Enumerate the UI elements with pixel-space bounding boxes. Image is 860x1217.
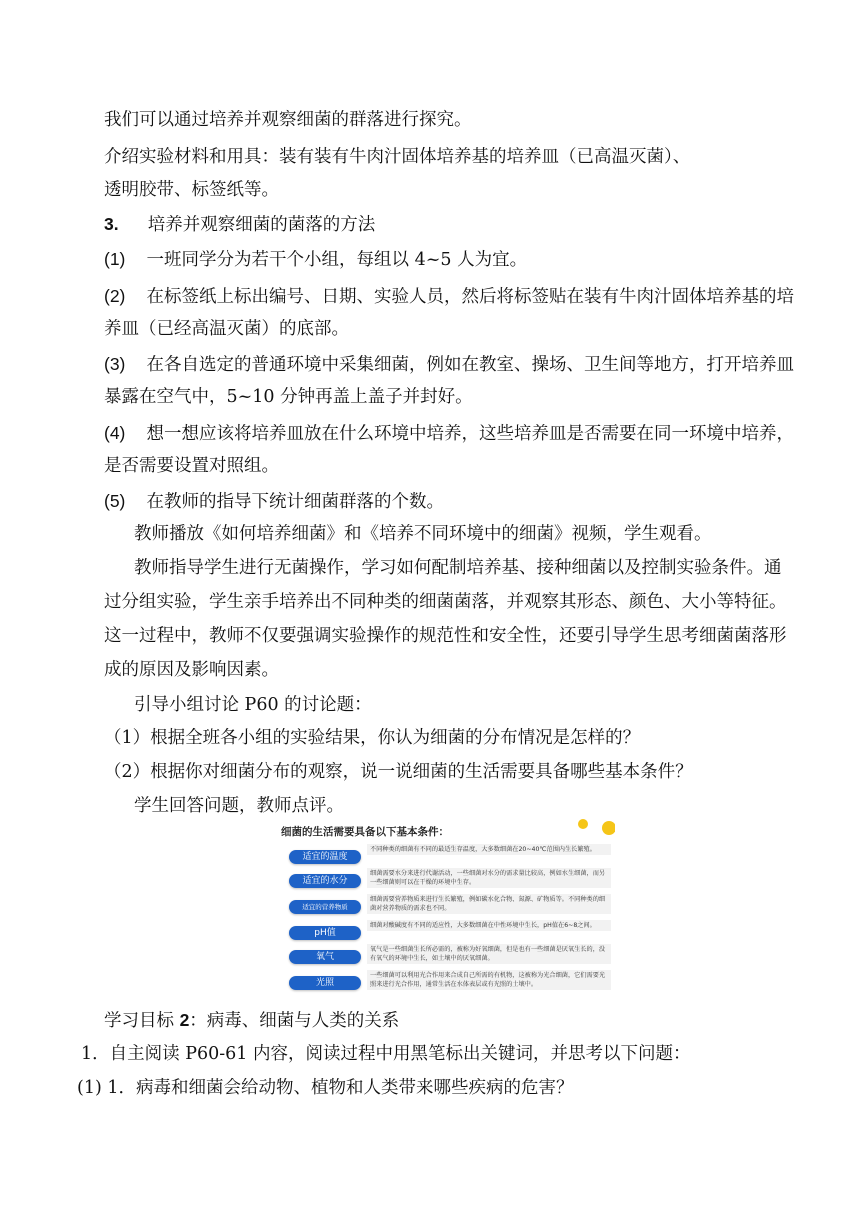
step-5 (104, 490, 444, 513)
condition-label: 适宜的水分 (289, 874, 361, 888)
section-number: 3. (104, 214, 119, 234)
paragraph-guide-2: 过分组实验，学生亲手培养出不同种类的细菌菌落，并观察其形态、颜色、大小等特征。 (104, 592, 787, 612)
condition-label: 适宜的温度 (289, 850, 361, 864)
step-text: 在标签纸上标出编号、日期、实验人员，然后将标签贴在装有牛肉汁固体培养基的培 (146, 287, 795, 307)
condition-label: 适宜的营养物质 (289, 900, 361, 914)
learning-goal-2 (104, 1009, 399, 1032)
decoration-icon (575, 818, 615, 840)
condition-text: 细菌需要营养物质来进行生长繁殖，例如碳水化合物、氮源、矿物质等。不同种类的细菌对营养物质的需求也不同。 (367, 894, 611, 914)
paragraph-discuss: 引导小组讨论 P60 的讨论题： (134, 695, 372, 715)
goal-number: 2 (179, 1010, 190, 1030)
condition-label: 光照 (289, 976, 361, 990)
condition-label: pH值 (289, 926, 361, 940)
reading-question-1: (1) 1．病毒和细菌会给动物、植物和人类带来哪些疾病的危害？ (77, 1078, 574, 1098)
step-number: (2) (104, 286, 126, 306)
step-4 (104, 422, 794, 445)
paragraph-materials: 介绍实验材料和用具：装有装有牛肉汁固体培养基的培养皿（已高温灭菌）、 (104, 147, 691, 167)
step-3 (104, 353, 794, 376)
goal-text: ：病毒、细菌与人类的关系 (189, 1011, 400, 1031)
paragraph-video: 教师播放《如何培养细菌》和《培养不同环境中的细菌》视频，学生观看。 (134, 524, 712, 544)
step-2-cont: 养皿（已经高温灭菌）的底部。 (104, 319, 349, 339)
condition-text: 细菌需要水分来进行代谢活动，一些细菌对水分的需求量比较高，例如水生细菌，而另一些细菌则可以在干燥的环境中生存。 (367, 868, 611, 888)
paragraph-guide-3: 这一过程中，教师不仅要强调实验操作的规范性和安全性，还要引导学生思考细菌菌落形 (104, 626, 787, 646)
paragraph-materials-cont: 透明胶带、标签纸等。 (104, 180, 279, 200)
question-1: （1）根据全班各小组的实验结果，你认为细菌的分布情况是怎样的？ (104, 728, 641, 748)
step-text: 一班同学分为若干个小组，每组以 4~5 人为宜。 (146, 250, 528, 270)
condition-text: 一些细菌可以利用光合作用来合成自己所需的有机物，这被称为光合细菌，它们需要光照来进行光合作用，通常生活在水体表层或有光照的土壤中。 (367, 970, 611, 990)
step-2 (104, 285, 794, 308)
condition-text: 细菌对酸碱度有不同的适应性，大多数细菌在中性环境中生长，pH值在6~8之间。 (367, 920, 611, 931)
condition-text: 氧气是一些细菌生长所必需的，被称为好氧细菌，但是也有一些细菌是厌氧生长的，没有氧气的环境中生长，如土壤中的厌氧细菌。 (367, 944, 611, 964)
section-title: 培养并观察细菌的菌落的方法 (147, 215, 376, 235)
step-number: (3) (104, 354, 126, 374)
section-heading-3 (104, 213, 375, 236)
step-3-cont: 暴露在空气中，5~10 分钟再盖上盖子并封好。 (104, 387, 473, 407)
condition-label: 氧气 (289, 950, 361, 964)
paragraph-intro: 我们可以通过培养并观察细菌的群落进行探究。 (104, 110, 472, 130)
paragraph-guide-1: 教师指导学生进行无菌操作，学习如何配制培养基、接种细菌以及控制实验条件。通 (134, 558, 782, 578)
step-number: (1) (104, 249, 126, 269)
paragraph-answer: 学生回答问题，教师点评。 (134, 796, 344, 816)
paragraph-guide-4: 成的原因及影响因素。 (104, 660, 279, 680)
condition-text: 不同种类的细菌有不同的最适生存温度，大多数细菌在20~40℃范围内生长繁殖。 (367, 844, 611, 855)
reading-task: 1．自主阅读 P60-61 内容，阅读过程中用黑笔标出关键词，并思考以下问题： (81, 1044, 691, 1064)
step-number: (4) (104, 423, 126, 443)
step-number: (5) (104, 491, 126, 511)
bacteria-conditions-figure (275, 818, 615, 998)
figure-title: 细菌的生活需要具备以下基本条件： (281, 826, 449, 838)
step-text: 想一想应该将培养皿放在什么环境中培养，这些培养皿是否需要在同一环境中培养， (146, 424, 795, 444)
step-4-cont: 是否需要设置对照组。 (104, 456, 279, 476)
step-text: 在各自选定的普通环境中采集细菌，例如在教室、操场、卫生间等地方，打开培养皿 (146, 355, 795, 375)
step-text: 在教师的指导下统计细菌群落的个数。 (146, 492, 445, 512)
goal-prefix: 学习目标 (104, 1011, 180, 1031)
step-1 (104, 248, 527, 271)
question-2: （2）根据你对细菌分布的观察，说一说细菌的生活需要具备哪些基本条件？ (104, 762, 693, 782)
